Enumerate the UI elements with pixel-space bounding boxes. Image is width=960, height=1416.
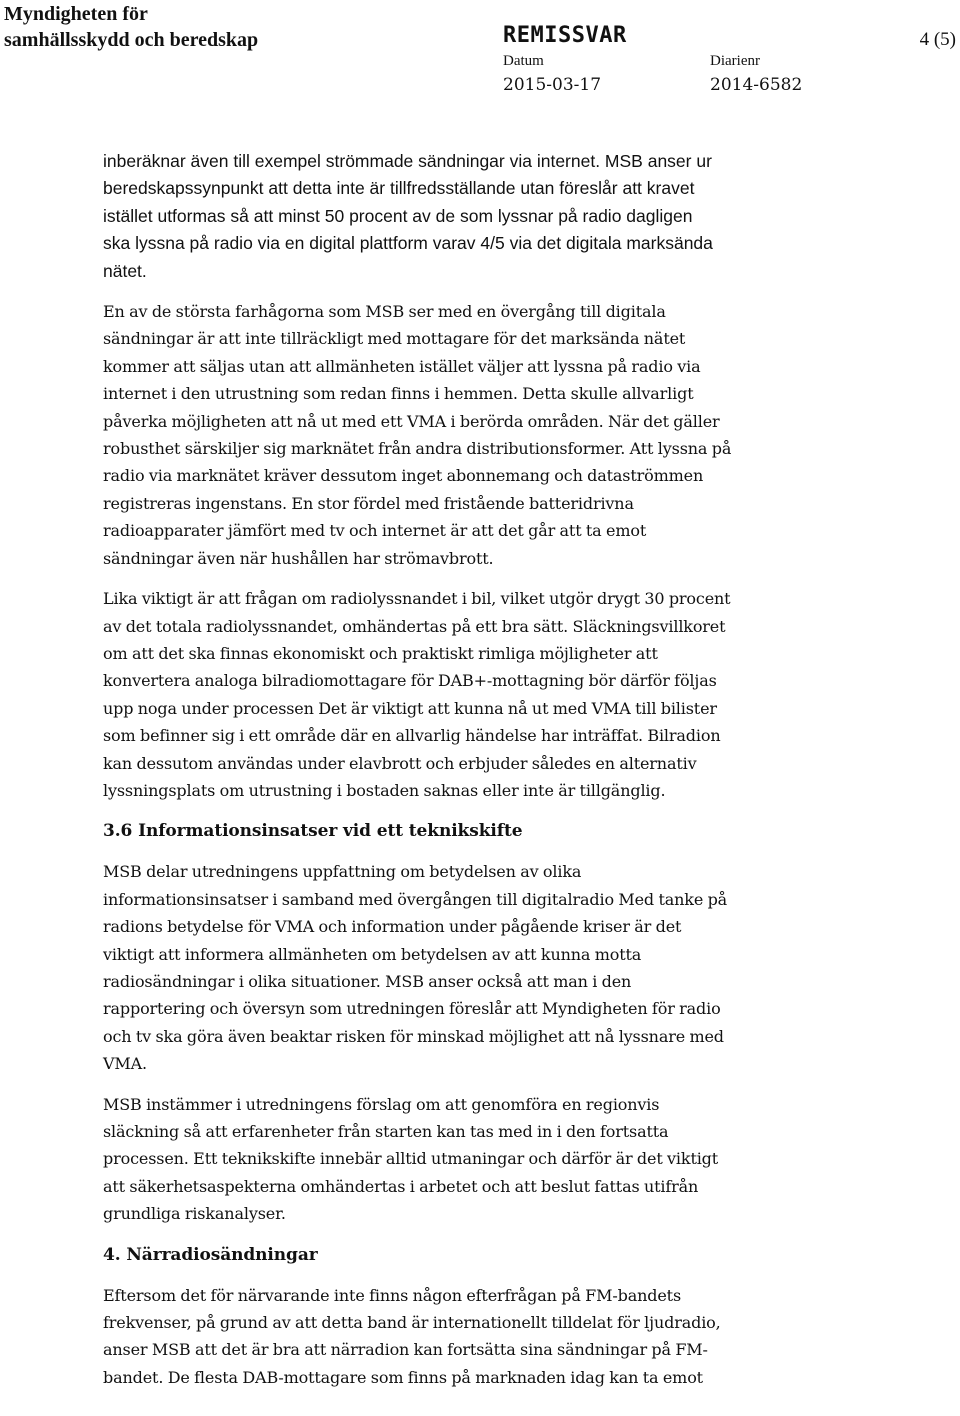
text-line: ska lyssna på radio via en digital plattform varav 4/5 via det digitala marksända xyxy=(103,233,713,254)
text-line: processen. Ett teknikskifte innebär alltid utmaningar och därför är det viktigt xyxy=(103,1149,719,1169)
text-line: att säkerhetsaspekterna omhändertas i arbetet och att beslut fattas utifrån xyxy=(103,1176,699,1196)
text-line: frekvenser, på grund av att detta band är internationellt tilldelat för ljudradio, xyxy=(103,1313,721,1333)
page-number: 4 (5) xyxy=(919,29,956,50)
text-line: lyssningsplats om utrustning i bostaden saknas eller inte är tillgänglig. xyxy=(103,780,666,800)
text-line: informationsinsatser i samband med övergången till digitalradio Med tanke på xyxy=(103,889,728,909)
text-line: robusthet särskiljer sig marknätet från andra distributionsformer. Att lyssna på xyxy=(103,439,732,459)
text-line: och tv ska göra även beaktar risken för minskad möjlighet att nå lyssnare med xyxy=(103,1026,724,1046)
registration-number-value: 2014-6582 xyxy=(710,75,803,95)
text-line: upp noga under processen Det är viktigt att kunna nå ut med VMA till bilister xyxy=(103,698,717,718)
text-line: inberäknar även till exempel strömmade sändningar via internet. MSB anser ur xyxy=(103,151,712,171)
text-line: nätet. xyxy=(103,260,147,281)
date-label: Datum xyxy=(503,53,544,69)
text-line: viktigt att informera allmänheten om betydelsen av att kunna motta xyxy=(103,944,642,964)
text-line: radions betydelse för VMA och information under pågående kriser är det xyxy=(103,917,682,937)
page-header xyxy=(0,0,960,110)
text-line: VMA. xyxy=(103,1054,147,1074)
text-line: sändningar är att inte tillräckligt med mottagare för det marksända nätet xyxy=(103,329,686,349)
text-line: kan dessutom användas under elavbrott och erbjuder således en alternativ xyxy=(103,753,697,773)
text-line: bandet. De flesta DAB-mottagare som finns på marknaden idag kan ta emot xyxy=(103,1367,703,1387)
text-line: påverka möjligheten att nå ut med ett VMA i berörda områden. När det gäller xyxy=(103,411,720,431)
text-line: anser MSB att det är bra att närradion kan fortsätta sina sändningar på FM- xyxy=(103,1340,708,1360)
text-line: grundliga riskanalyser. xyxy=(103,1204,286,1224)
text-line: släckning så att erfarenheter från starten kan tas med in i den fortsatta xyxy=(103,1122,669,1141)
text-line: En av de största farhågorna som MSB ser med en övergång till digitala xyxy=(103,302,666,322)
organization-name-line-2: samhällsskydd och beredskap xyxy=(4,29,259,51)
text-line: sändningar även när hushållen har strömavbrott. xyxy=(103,548,494,568)
text-line: om att det ska finnas ekonomiskt och praktiskt rimliga möjligheter att xyxy=(103,643,658,663)
paragraph-6 xyxy=(103,1282,823,1392)
paragraph-5 xyxy=(103,1091,823,1228)
text-line: internet i den utrustning som redan finns i hemmen. Detta skulle allvarligt xyxy=(103,384,694,404)
text-line: MSB instämmer i utredningens förslag om att genomföra en regionvis xyxy=(103,1094,660,1114)
text-line: kommer att säljas utan att allmänheten istället väljer att lyssna på radio via xyxy=(103,356,701,376)
date-value: 2015-03-17 xyxy=(503,75,602,95)
text-line: registreras ingenstans. En stor fördel med fristående batteridrivna xyxy=(103,493,634,513)
text-line: som befinner sig i ett område där en allvarlig händelse har inträffat. Bilradion xyxy=(103,726,721,746)
text-line: radioapparater jämfört med tv och internet är att det går att ta emot xyxy=(103,521,647,541)
section-heading-3-6: 3.6 Informationsinsatser vid ett teknikskifte xyxy=(103,821,523,842)
registration-number-label: Diarienr xyxy=(710,53,760,69)
section-heading-4: 4. Närradiosändningar xyxy=(103,1244,318,1265)
text-line: radio via marknätet kräver dessutom inget abonnemang och dataströmmen xyxy=(103,466,704,486)
paragraph-3 xyxy=(103,585,823,804)
paragraph-1 xyxy=(103,148,823,285)
paragraph-2 xyxy=(103,298,823,572)
text-line: av det totala radiolyssnandet, omhändertas på ett bra sätt. Släckningsvillkoret xyxy=(103,616,726,636)
text-line: Eftersom det för närvarande inte finns någon efterfrågan på FM-bandets xyxy=(103,1285,682,1305)
text-line: MSB delar utredningens uppfattning om betydelsen av olika xyxy=(103,862,582,882)
text-line: rapportering och översyn som utredningen föreslår att Myndigheten för radio xyxy=(103,999,721,1019)
text-line: Lika viktigt är att frågan om radiolyssnandet i bil, vilket utgör drygt 30 procent xyxy=(103,589,731,609)
document-body xyxy=(103,148,823,1391)
text-line: beredskapssynpunkt att detta inte är tillfredsställande utan föreslår att kravet xyxy=(103,178,695,199)
text-line: istället utformas så att minst 50 procent av de som lyssnar på radio dagligen xyxy=(103,205,693,226)
text-line: konvertera analoga bilradiomottagare för DAB+-mottagning bör därför följas xyxy=(103,671,717,691)
paragraph-4 xyxy=(103,858,823,1077)
document-type: REMISSVAR xyxy=(503,23,627,48)
organization-name-line-1: Myndigheten för xyxy=(4,3,148,25)
text-line: radiosändningar i olika situationer. MSB anser också att man i den xyxy=(103,971,632,991)
